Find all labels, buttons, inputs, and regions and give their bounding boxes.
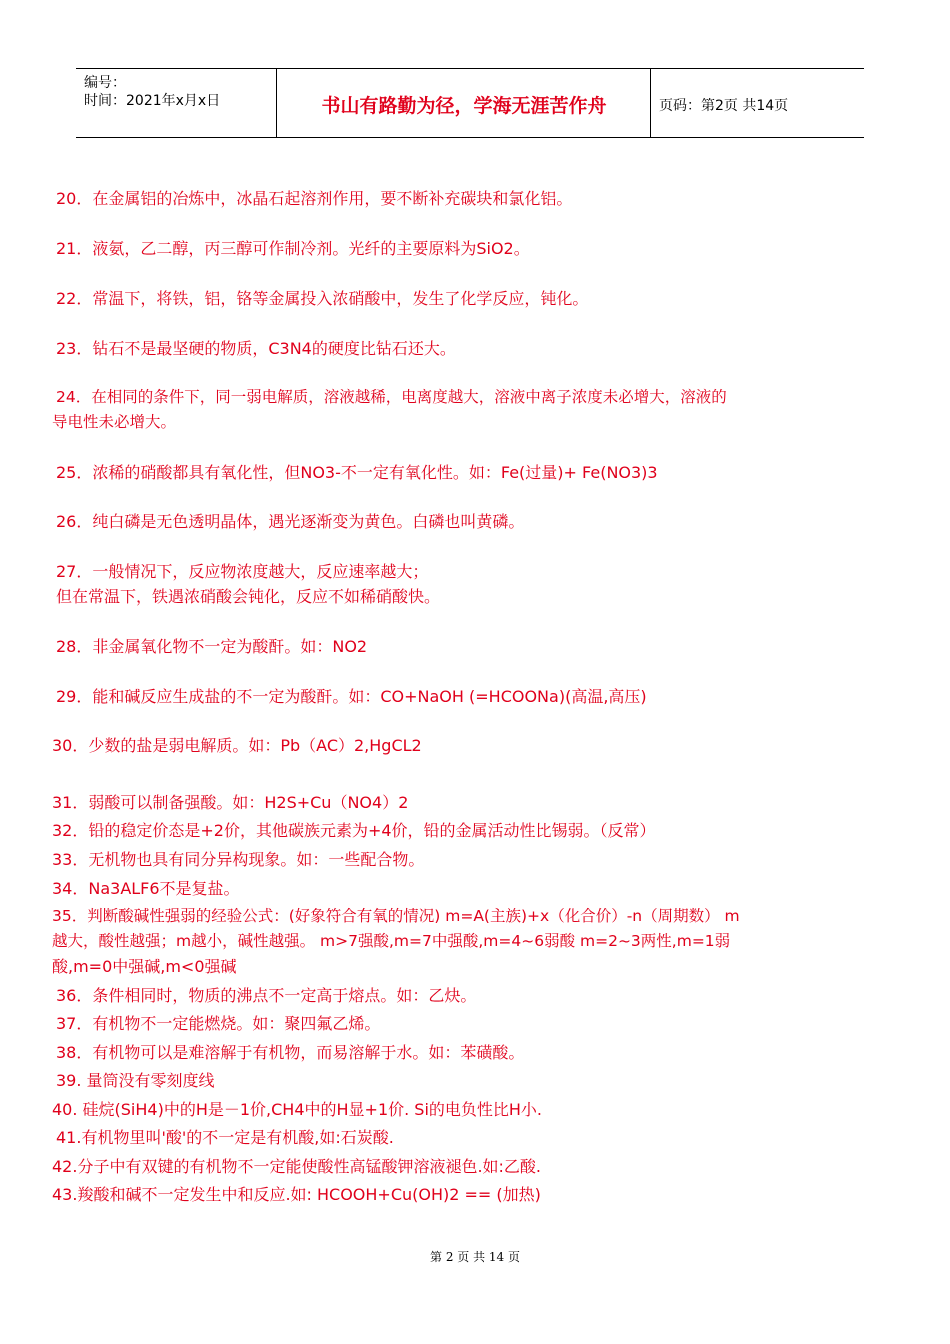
item-line: 36．条件相同时，物质的沸点不一定高于熔点。如：乙炔。 [56, 986, 477, 1005]
item-line: 23．钻石不是最坚硬的物质，C3N4的硬度比钻石还大。 [56, 339, 456, 358]
item-line: 但在常温下，铁遇浓硝酸会钝化，反应不如稀硝酸快。 [56, 587, 441, 606]
date-label: 时间：2021年x月x日 [84, 93, 221, 109]
item-line: 26．纯白磷是无色透明晶体，遇光逐渐变为黄色。白磷也叫黄磷。 [56, 512, 525, 531]
item-line: 37．有机物不一定能燃烧。如：聚四氟乙烯。 [56, 1014, 381, 1033]
item-line: 导电性未必增大。 [52, 413, 177, 431]
item-line: 28．非金属氧化物不一定为酸酐。如：NO2 [56, 637, 368, 656]
page-footer: 第 2 页 共 14 页 [430, 1250, 520, 1264]
item-line: 41.有机物里叫'酸'的不一定是有机酸,如:石炭酸. [56, 1128, 394, 1147]
header-motto: 书山有路勤为径，学海无涯苦作舟 [321, 95, 607, 117]
item-line: 42.分子中有双键的有机物不一定能使酸性高锰酸钾溶液褪色.如:乙酸. [52, 1157, 542, 1176]
item-line: 35．判断酸碱性强弱的经验公式：(好象符合有氧的情况) m=A(主族)+x（化合价）-n（周期数） m [52, 907, 740, 925]
item-line: 27．一般情况下，反应物浓度越大，反应速率越大； [56, 562, 429, 581]
item-line: 酸,m=0中强碱,m<0强碱 [52, 957, 237, 976]
item-line: 25．浓稀的硝酸都具有氧化性，但NO3-不一定有氧化性。如：Fe(过量)+ Fe(NO3)3 [56, 463, 658, 482]
header-meta [84, 74, 220, 110]
item-line: 32．铅的稳定价态是+2价，其他碳族元素为+4价，铅的金属活动性比锡弱。（反常） [52, 821, 656, 840]
item-line: 越大，酸性越强；m越小，碱性越强。 m>7强酸,m=7中强酸,m=4~6弱酸 m=2~3两性,m=1弱 [52, 932, 731, 950]
item-line: 22．常温下，将铁，铝，铬等金属投入浓硝酸中，发生了化学反应，钝化。 [56, 289, 589, 308]
item-line: 43.羧酸和碱不一定发生中和反应.如: HCOOH+Cu(OH)2 == (加热) [52, 1185, 541, 1204]
page-header [76, 68, 864, 138]
item-line: 20．在金属铝的冶炼中，冰晶石起溶剂作用，要不断补充碳块和氯化铝。 [56, 189, 573, 208]
item-line: 30．少数的盐是弱电解质。如：Pb（AC）2,HgCL2 [52, 736, 422, 755]
header-divider [650, 69, 651, 137]
item-line: 34．Na3ALF6不是复盐。 [52, 879, 240, 898]
item-line: 40. 硅烷(SiH4)中的H是－1价,CH4中的H显+1价. Si的电负性比H小. [52, 1100, 543, 1119]
number-label: 编号： [84, 75, 126, 91]
item-line: 21．液氨，乙二醇，丙三醇可作制冷剂。光纤的主要原料为SiO2。 [56, 239, 530, 258]
page-indicator: 页码：第2页 共14页 [659, 98, 789, 114]
item-line: 31．弱酸可以制备强酸。如：H2S+Cu（NO4）2 [52, 793, 409, 812]
item-line: 29．能和碱反应生成盐的不一定为酸酐。如：CO+NaOH (=HCOONa)(高温,高压) [56, 687, 647, 706]
item-line: 39. 量筒没有零刻度线 [56, 1071, 215, 1090]
item-line: 24．在相同的条件下，同一弱电解质，溶液越稀，电离度越大，溶液中离子浓度未必增大，溶液的 [56, 388, 727, 406]
header-divider [276, 69, 277, 137]
item-line: 38．有机物可以是难溶解于有机物，而易溶解于水。如：苯磺酸。 [56, 1043, 525, 1062]
item-line: 33．无机物也具有同分异构现象。如：一些配合物。 [52, 850, 425, 869]
